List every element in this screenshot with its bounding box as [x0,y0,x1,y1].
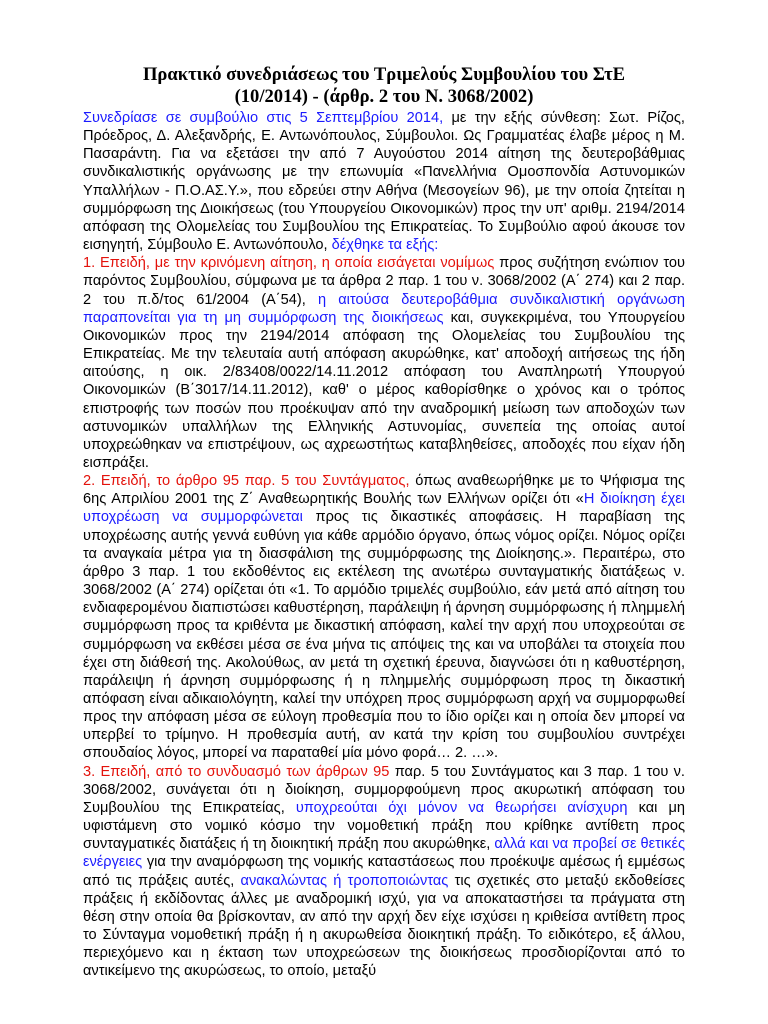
paragraph-1-highlight: η αιτούσα δευτεροβάθμια συνδικαλιστική οργάνωση παραπονείται για τη μη συμμόρφωση της διοικήσεως [83,291,685,326]
paragraph-3-text-c: για την αναμόρφωση της νομικής καταστάσεως που προέκυψε αμέσως ή εμμέσως από τις πράξεις αυτές, [83,854,685,889]
document-page [83,64,685,981]
paragraph-3-text-b: και μη υφιστάμενη στο νομικό κόσμο την νομοθετική πράξη που κρίθηκε αντίθετη προς συνταγματικές διατάξεις ή τη διοικητική πράξη που ακυρώθηκε, [83,799,685,853]
paragraph-2 [83,472,685,763]
session-date-text: Συνεδρίασε σε συμβούλιο στις 5 Σεπτεμβρίου 2014, [83,110,444,126]
paragraph-1-heading: 1. Επειδή, με την κρινόμενη αίτηση, η οποία εισάγεται νομίμως [83,255,495,272]
paragraph-2-text-a: όπως αναθεωρήθηκε με το Ψήφισμα της 6ης Απριλίου 2001 της Ζ΄ Αναθεωρητικής Βουλής των Ελλήνων ορίζει ότι « [83,473,685,508]
paragraph-2-text-b: προς τις δικαστικές αποφάσεις. Η παραβίαση της υποχρέωσης αυτής γεννά ευθύνη για κάθε αρμόδιο όργανο, όπως νόμος ορίζει. Νόμος ορίζει τα αναγκαία μέτρα για τη διασφάλιση της συμμόρφωσης της Διοίκησης.». Περαιτέρω, στο άρθρο 3 παρ. 1 του εκδοθέντος εις εκτέλεση της ανωτέρω συνταγματικής διατάξεως ν. 3068/2002 (Α΄ 274) ορίζεται ότι «1. Το αρμόδιο τριμελές συμβούλιο, εάν μετά από αίτηση του ενδιαφερομένου διαπιστώσει καθυστέρηση, παράλειψη ή άρνηση συμμόρφωσης ή πλημμελή συμμόρφωση προς τα κριθέντα με δικαστική απόφαση, καλεί την αρχή που υποχρεούται σε συμμόρφωση να εκθέσει μέσα σε ένα μήνα τις απόψεις της και να υποβάλει τα στοιχεία που έχει στη διάθεσή της. Ακολούθως, αν μετά τη σχετική έρευνα, διαγνώσει ότι η καθυστέρηση, παράλειψη ή άρνηση συμμόρφωσης ή η πλημμελής συμμόρφωση προς τη δικαστική απόφαση είναι αδικαιολόγητη, καλεί την υπόχρεη προς συμμόρφωση αρχή να συμμορφωθεί προς την απόφαση μέσα σε εύλογη προθεσμία που το ίδιο ορίζει και η οποία δεν μπορεί να υπερβεί το τρίμηνο. Η προθεσμία αυτή, αν κατά την κρίση του συμβουλίου συντρέχει σπουδαίος λόγος, μπορεί να παραταθεί μία μόνο φορά… 2. …». [83,509,685,762]
paragraph-2-heading: 2. Επειδή, το άρθρο 95 παρ. 5 του Συντάγματος, [83,473,410,490]
paragraph-3-highlight-3: ανακαλώντας ή τροποποιώντας [240,872,449,889]
paragraph-1-text-b: και, συγκεκριμένα, του Υπουργείου Οικονομικών προς την 2194/2014 απόφαση της Ολομελείας του Συμβουλίου της Επικρατείας. Με την τελευταία αυτή απόφαση ακυρώθηκε, κατ' αποδοχή αιτήσεως της ήδη αιτούσης, η οικ. 2/83408/0022/14.11.2012 απόφαση του Αναπληρωτή Υπουργού Οικονομικών (Β΄3017/14.11.2012), καθ' ο μέρος καθορίσθηκε ο χρόνος και ο τρόπος επιστροφής των ποσών που προέκυψαν από την αναδρομική μείωση των αποδοχών των αστυνομικών υπαλλήλων της Ελληνικής Αστυνομίας, συνεπεία της οποίας αυτοί υποχρεώθηκαν να επιστρέψουν, ως αχρεωστήτως καταβληθείσες, αποδοχές που είχαν ήδη εισπράξει. [83,309,685,471]
paragraph-3-highlight-1: υποχρεούται όχι μόνον να θεωρήσει ανίσχυρη [295,799,628,816]
intro-body-text: με την εξής σύνθεση: Σωτ. Ρίζος, Πρόεδρος, Δ. Αλεξανδρής, Ε. Αντωνόπουλος, Σύμβουλοι. Ως Γραμματέας έλαβε μέρος η Μ. Πασαράντη. Για να εξετάσει την από 7 Αυγούστου 2014 αίτηση της δευτεροβάθμιας συνδικαλιστικής οργάνωσης με την επωνυμία «Πανελλήνια Ομοσπονδία Αστυνομικών Υπαλλήλων - Π.Ο.ΑΣ.Υ.», που εδρεύει στην Αθήνα (Μεσογείων 96), με την οποία ζητείται η συμμόρφωση της Διοικήσεως (του Υπουργείου Οικονομικών) προς την υπ' αριθμ. 2194/2014 απόφαση της Ολομελείας του Συμβουλίου της Επικρατείας. Το Συμβούλιο αφού άκουσε τον εισηγητή, Σύμβουλο Ε. Αντωνόπουλο, [83,110,685,254]
accepted-following-text: δέχθηκε τα εξής: [331,237,439,254]
paragraph-1-text-a: προς συζήτηση ενώπιον του παρόντος Συμβουλίου, σύμφωνα με τα άρθρα 2 παρ. 1 του ν. 3068/2002 (Α΄ 274) και 2 παρ. 2 του π.δ/τος 61/2004 (Α΄54), [83,255,685,308]
paragraph-1 [83,254,685,472]
paragraph-3 [83,763,685,981]
title-line-2: (10/2014) - (άρθρ. 2 του Ν. 3068/2002) [234,86,534,107]
paragraph-3-text-a: παρ. 5 του Συντάγματος και 3 παρ. 1 του ν. 3068/2002, συνάγεται ότι η διοίκηση, συμμορφούμενη προς ακυρωτική απόφαση του Συμβουλίου της Επικρατείας, [83,763,685,816]
paragraph-3-heading: 3. Επειδή, από το συνδυασμό των άρθρων 95 [83,763,390,780]
paragraph-3-text-d: τις σχετικές στο μεταξύ εκδοθείσες πράξεις ή εκδίδοντας άλλες με αναδρομική ισχύ, για να αποκαταστήσει τα πράγματα στη θέση στην οποία θα βρίσκονταν, αν από την αρχή δεν είχε ισχύσει η κριθείσα αντίθετη προς το Σύνταγμα νομοθετική πράξη ή η ακυρωθείσα διοικητική πράξη. Το ειδικότερο, εξ άλλου, περιεχόμενο και η έκταση των υποχρεώσεων της διοικήσεως προσδιορίζονται από το αντικείμενο της ακυρώσεως, το οποίο, μεταξύ [83,872,685,980]
document-title [83,64,685,108]
paragraph-3-highlight-2: αλλά και να προβεί σε θετικές ενέργειες [83,836,685,871]
title-line-1: Πρακτικό συνεδριάσεως του Τριμελούς Συμβουλίου του ΣτΕ [142,64,626,85]
paragraph-2-highlight: Η διοίκηση έχει υποχρέωση να συμμορφώνεται [83,491,685,526]
paragraph-intro [83,109,685,254]
